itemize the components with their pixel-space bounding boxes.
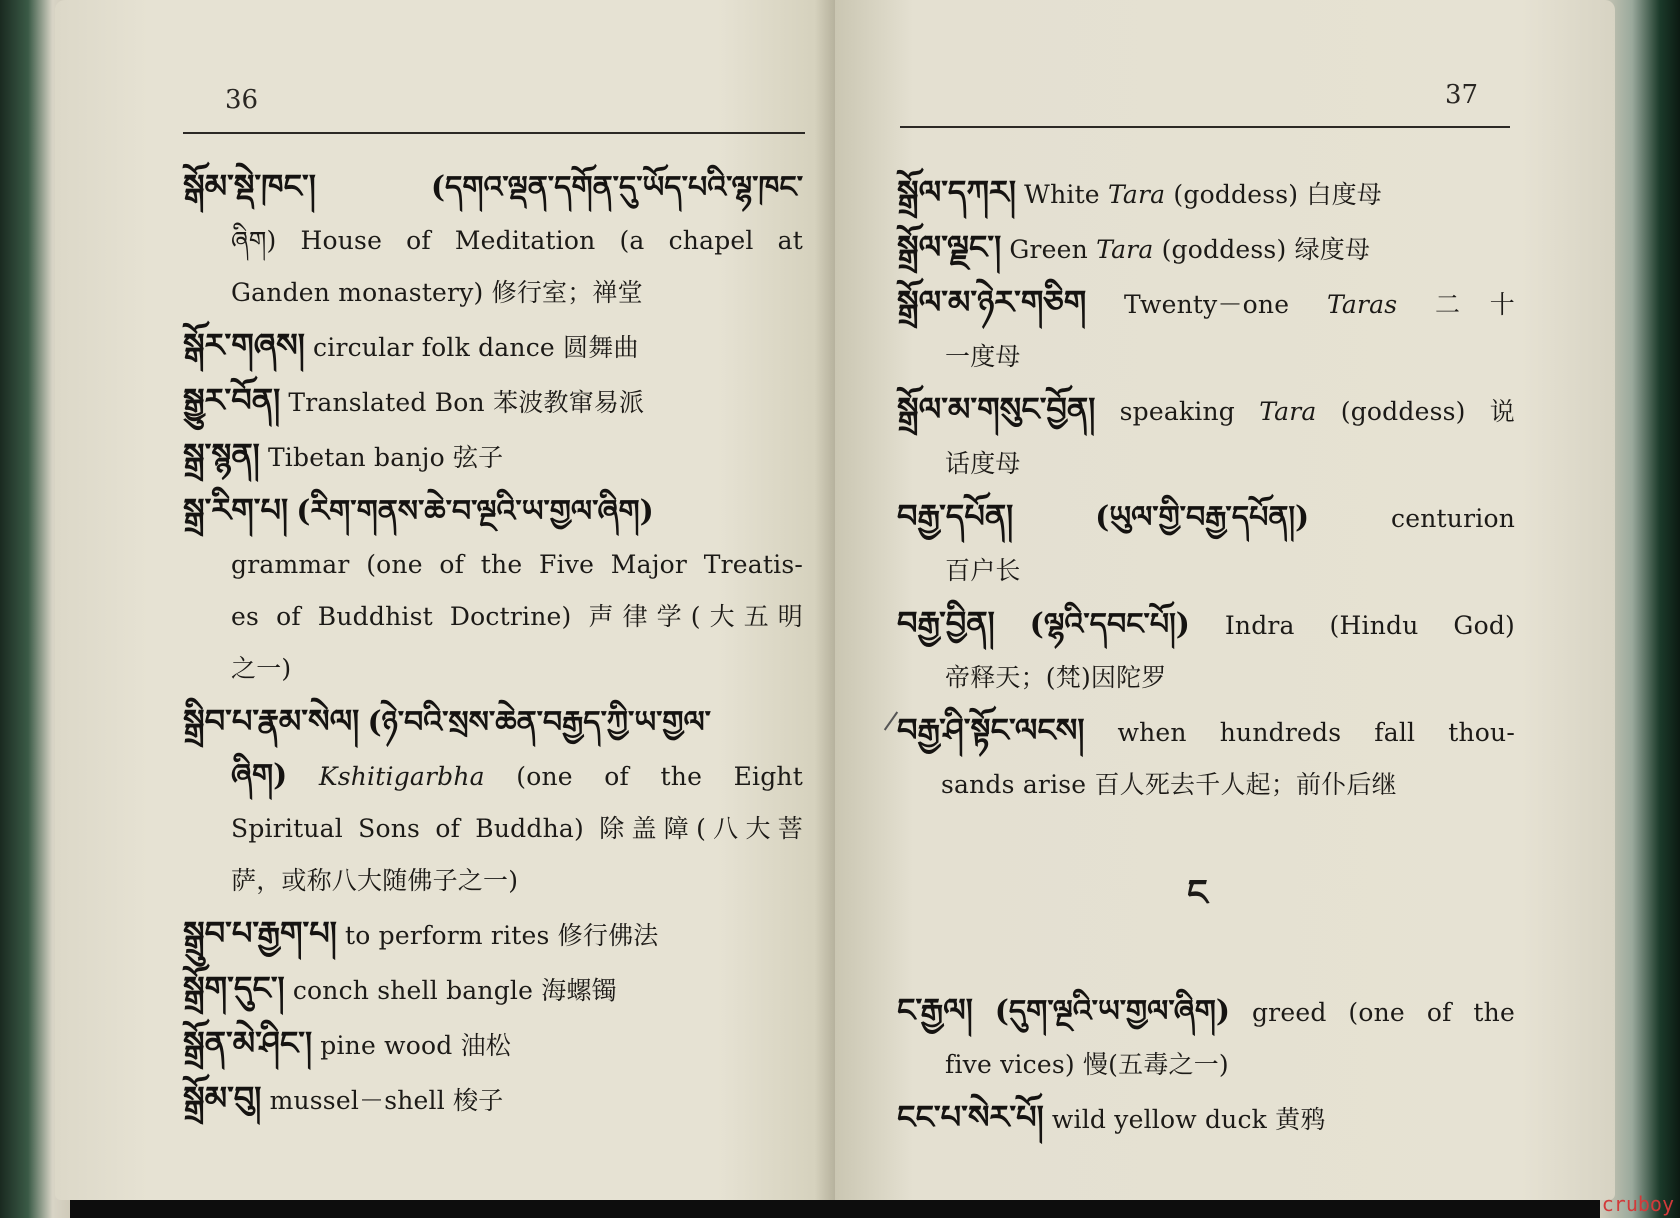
dictionary-entry bbox=[897, 166, 1515, 221]
page-number-right: 37 bbox=[1445, 80, 1479, 110]
entry-line: 百户长 bbox=[945, 556, 1021, 585]
entry-line: five vices) 慢(五毒之一) bbox=[945, 1050, 1229, 1079]
entry-definition: when hundreds fall thou- bbox=[1117, 718, 1515, 747]
dictionary-entry bbox=[897, 984, 1515, 1091]
dictionary-entry bbox=[897, 276, 1515, 383]
entry-definition-post: Indra (Hindu God) bbox=[1224, 611, 1515, 640]
tibetan-gloss: (དགའ་ལྡན་དགོན་དུ་ཡོད་པའི་ལྷ་ཁང་ bbox=[430, 170, 803, 205]
tibetan-gloss: (དུག་ལྔའི་ཡ་གྱལ་ཞིག) bbox=[994, 994, 1231, 1029]
entry-definition: wild yellow duck 黄鸦 bbox=[1051, 1105, 1326, 1134]
tibetan-headword: སྒྲ་སྙན། bbox=[183, 436, 260, 474]
tibetan-gloss: (རིག་གནས་ཆེ་བ་ལྔའི་ཡ་གྱལ་ཞིག) bbox=[296, 494, 654, 529]
dictionary-entry bbox=[897, 221, 1515, 276]
tibetan-headword: སྒྲོལ་དཀར། bbox=[897, 173, 1017, 211]
entry-definition: Tibetan banjo 弦子 bbox=[267, 443, 504, 472]
right-page bbox=[835, 0, 1615, 1200]
dictionary-entry bbox=[183, 1017, 803, 1072]
entries-left bbox=[183, 160, 803, 1127]
dictionary-entry bbox=[183, 1072, 803, 1127]
tibetan-headword: སྒྲོལ་ལྗང་། bbox=[897, 228, 1002, 266]
entry-definition: mussel－shell 梭子 bbox=[269, 1086, 504, 1115]
tibetan-headword: སྒོམ་སྡེ་ཁང་། bbox=[183, 167, 316, 205]
entry-line: 话度母 bbox=[945, 449, 1021, 478]
entry-definition: to perform rites 修行佛法 bbox=[345, 921, 659, 950]
tibetan-headword: ངང་པ་སེར་པོ། bbox=[897, 1098, 1044, 1136]
section-letter-heading: ང bbox=[1187, 872, 1208, 914]
entry-definition-pre: Green bbox=[1009, 235, 1088, 264]
entry-definition-post: centurion bbox=[1391, 504, 1515, 533]
tibetan-headword: སྒྱུར་བོན། bbox=[183, 381, 281, 419]
tibetan-headword: སྒྲོལ་མ་གསུང་བྱོན། bbox=[897, 390, 1096, 428]
tibetan-headword: བརྒྱ་བྱིན། bbox=[897, 604, 995, 642]
tibetan-headword: སྒྲོན་མེ་ཤིང་། bbox=[183, 1024, 313, 1062]
entry-term-italic: Tara bbox=[1096, 235, 1154, 264]
entry-line: 一度母 bbox=[945, 342, 1021, 371]
entry-line: es of Buddhist Doctrine) 声律学(大五明 bbox=[231, 602, 803, 631]
dictionary-entry bbox=[897, 597, 1515, 704]
entry-definition-post: 二十 bbox=[1435, 290, 1515, 319]
entry-line: grammar (one of the Five Major Treatis- bbox=[231, 550, 803, 579]
entry-line: Ganden monastery) 修行室；禅堂 bbox=[231, 278, 643, 307]
tibetan-headword: སྒྲོལ་མ་ཉེར་གཅིག bbox=[897, 283, 1087, 321]
entry-definition-pre: White bbox=[1024, 180, 1100, 209]
tibetan-headword: སྒྲོམ་བུ། bbox=[183, 1079, 262, 1117]
entry-definition-post: (goddess) 白度母 bbox=[1173, 180, 1382, 209]
page-number-left: 36 bbox=[225, 85, 259, 115]
dictionary-entry bbox=[183, 695, 803, 907]
tibetan-headword: བརྒྱ་དཔོན། bbox=[897, 497, 1014, 535]
entry-line: 之一) bbox=[231, 654, 292, 683]
entry-definition-pre: speaking bbox=[1119, 397, 1235, 426]
dictionary-entry bbox=[183, 160, 803, 319]
watermark: cruboy bbox=[1601, 1192, 1674, 1216]
entry-term-italic: Kshitigarbha bbox=[318, 762, 485, 791]
entry-definition: pine wood 油松 bbox=[320, 1031, 511, 1060]
dictionary-entry bbox=[183, 319, 803, 374]
entry-definition: circular folk dance 圆舞曲 bbox=[313, 333, 639, 362]
dictionary-entry bbox=[897, 490, 1515, 597]
entry-line: 萨，或称八大随佛子之一) bbox=[231, 866, 519, 895]
tibetan-headword: སྒྲུབ་པ་རྒྱག་པ། bbox=[183, 914, 337, 952]
entries-right bbox=[897, 166, 1515, 811]
tibetan-gloss: ཞིག) bbox=[231, 758, 288, 793]
dictionary-entry bbox=[183, 962, 803, 1017]
entry-term-italic: Tara bbox=[1107, 180, 1166, 209]
dictionary-entry bbox=[897, 383, 1515, 490]
entry-term-italic: Tara bbox=[1259, 397, 1317, 426]
tibetan-gloss: (ཡུལ་གྱི་བརྒྱ་དཔོན།) bbox=[1095, 500, 1310, 535]
entry-definition-post: (goddess) 说 bbox=[1340, 397, 1516, 426]
entry-term-italic: Taras bbox=[1326, 290, 1398, 319]
entry-definition-pre: Twenty－one bbox=[1124, 290, 1290, 319]
entry-definition: Translated Bon 苯波教窜易派 bbox=[288, 388, 645, 417]
entry-line: sands arise 百人死去千人起；前仆后继 bbox=[941, 770, 1397, 799]
tibetan-headword: ང་རྒྱལ། bbox=[897, 991, 973, 1029]
left-page bbox=[55, 0, 835, 1200]
tibetan-headword: སྒོར་གཞས། bbox=[183, 326, 305, 364]
entry-line: 帝释天；(梵)因陀罗 bbox=[945, 663, 1167, 692]
header-rule-right bbox=[900, 126, 1510, 128]
header-rule-left bbox=[183, 132, 805, 134]
dictionary-entry bbox=[897, 704, 1515, 811]
dictionary-entry bbox=[183, 429, 803, 484]
entry-definition-post: greed (one of the bbox=[1251, 998, 1515, 1027]
entry-line: Spiritual Sons of Buddha) 除盖障(八大菩 bbox=[231, 814, 803, 843]
tibetan-headword: སྒྲ་རིག་པ། bbox=[183, 491, 289, 529]
tibetan-gloss: (ཉེ་བའི་སྲས་ཆེན་བརྒྱད་ཀྱི་ཡ་གྱལ་ bbox=[367, 705, 711, 740]
dictionary-entry bbox=[183, 484, 803, 695]
entry-definition-post: (goddess) 绿度母 bbox=[1161, 235, 1371, 264]
tibetan-headword: སྒྲོག་དུང་། bbox=[183, 969, 285, 1007]
dictionary-entry bbox=[183, 374, 803, 429]
entry-line: ཞིག) House of Meditation (a chapel at bbox=[231, 226, 803, 255]
tibetan-gloss: (ལྷའི་དབང་པོ།) bbox=[1029, 607, 1190, 642]
dictionary-entry bbox=[897, 1091, 1515, 1146]
dictionary-entry bbox=[183, 907, 803, 962]
tibetan-headword: སྒྲིབ་པ་རྣམ་སེལ། bbox=[183, 702, 360, 740]
entry-line: (one of the Eight bbox=[516, 762, 803, 791]
tibetan-headword: བརྒྱ་ཤི་སྟོང་ལངས། bbox=[897, 711, 1085, 749]
entries-right-section bbox=[897, 984, 1515, 1146]
entry-definition: conch shell bangle 海螺镯 bbox=[292, 976, 617, 1005]
